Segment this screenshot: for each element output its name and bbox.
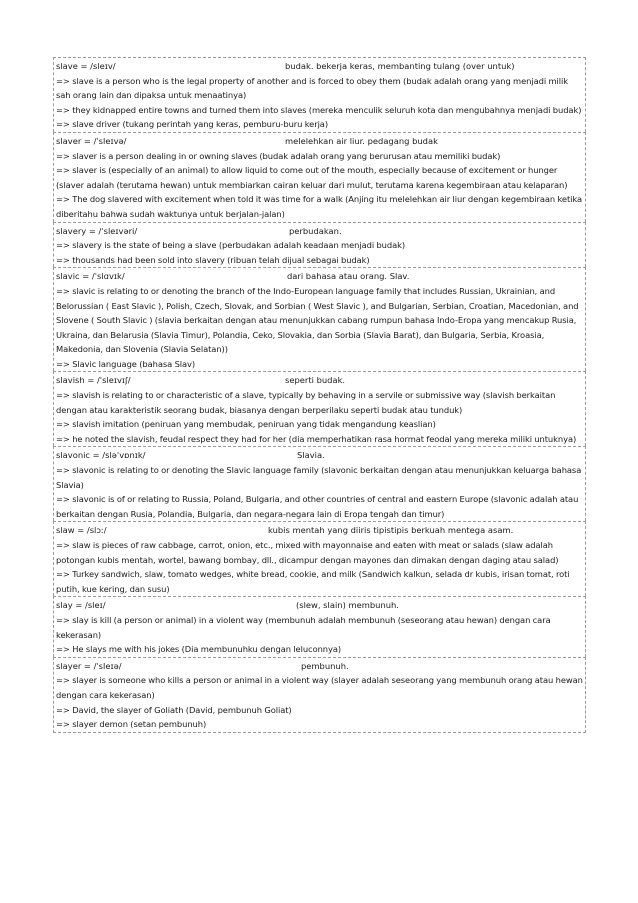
entry-headline xyxy=(56,523,583,538)
entry-slavic xyxy=(53,267,586,371)
entry-meaning: melelehkan air liur. pedagang budak xyxy=(285,135,438,146)
entry-word: slavish = /ˈsleɪvɪʃ/ xyxy=(56,375,131,386)
entry-slavonic xyxy=(53,446,586,521)
entry-example: => slay is kill (a person or animal) in a violent way (membunuh adalah membunuh (seseorang atau hewan) dengan cara kekerasan) xyxy=(56,614,551,640)
entry-example: => slavish is relating to or characteristic of a slave, typically by behaving in a servile or submissive way (slavish berkaitan dengan atau karakteristik seorang budak, biasanya dengan berperilaku seperti budak atau tunduk) xyxy=(56,390,556,415)
entry-headline xyxy=(56,269,583,284)
entry-example: => slavonic is relating to or denoting the Slavic language family (slavonic berkaitan dengan atau menunjukkan keluarga bahasa Slavia) xyxy=(56,465,582,490)
entry-example: => slavish imitation (peniruan yang membudak, peniruan yang tidak mengandung keaslian) xyxy=(56,419,436,430)
entry-headline xyxy=(56,134,583,149)
entry-word: slavonic = /sləˈvɒnɪk/ xyxy=(56,450,146,461)
entry-meaning: seperti budak. xyxy=(285,375,346,386)
entry-headline xyxy=(56,59,583,74)
entry-word: slaver = /ˈsleɪvə/ xyxy=(56,135,127,146)
entry-example: => slaw is pieces of raw cabbage, carrot, onion, etc., mixed with mayonnaise and eaten with meat or salads (slaw adalah potongan kubis mentah, wortel, bawang bombay, dll., dicampur dengan mayones dan dimakan dengan daging atau salad) xyxy=(56,540,559,565)
entry-meaning: perbudakan. xyxy=(289,225,342,236)
entry-headline xyxy=(56,448,583,463)
entry-example: => The dog slavered with excitement when told it was time for a walk (Anjing itu melelehkan air liur dengan kegembiraan ketika diberitahu bahwa sudah waktunya untuk berjalan-jalan) xyxy=(56,194,583,219)
entry-example: => he noted the slavish, feudal respect they had for her (dia memperhatikan rasa hormat feodal yang mereka miliki untuknya) xyxy=(56,433,577,444)
entry-example: => slavic is relating to or denoting the branch of the Indo-European language family that includes Russian, Ukrainian, and Belorussian ( East Slavic ), Polish, Czech, Slovak, and Sorbian ( West Slavic ), and Bulgarian, Serbian, Croatian, Macedonian, and Slovene ( South Slavic ) (slavia berkaitan dengan atau menunjukkan cabang rumpun bahasa Indo-Eropa yang mencakup Rusia, Ukraina, dan Belarusia (Slavia Timur), Polandia, Ceko, Slovakia, dan Sorbia (Slavia Barat), dan Bulgaria, Serbia, Kroasia, Makedonia, dan Slovenia (Slavia Selatan)) xyxy=(56,285,579,355)
entry-headline xyxy=(56,598,583,613)
entry-slaver xyxy=(53,132,586,222)
entry-meaning: Slavia. xyxy=(297,450,325,461)
entry-example: => slave is a person who is the legal property of another and is forced to obey them (budak adalah orang yang menjadi milik sah orang lain dan dipaksa untuk menaatinya) xyxy=(56,75,568,101)
entry-word: slayer = /ˈsleɪə/ xyxy=(56,660,122,671)
entry-example: => slave driver (tukang perintah yang keras, pemburu-buru kerja) xyxy=(56,119,329,130)
entry-example: => slayer demon (setan pembunuh) xyxy=(56,719,207,730)
entry-example: => slavery is the state of being a slave (perbudakan adalah keadaan menjadi budak) xyxy=(56,240,406,251)
entry-slavery xyxy=(53,222,586,268)
entry-example: => Turkey sandwich, slaw, tomato wedges, white bread, cookie, and milk (Sandwich kalkun, selada dr kubis, irisan tomat, roti putih, kue kering, dan susu) xyxy=(56,569,570,594)
entry-slavish xyxy=(53,371,586,446)
entry-example: => He slays me with his jokes (Dia membunuhku dengan leluconnya) xyxy=(56,644,342,655)
entry-word: slavery = /ˈsleɪvəri/ xyxy=(56,225,138,236)
entry-example: => Slavic language (bahasa Slav) xyxy=(56,358,196,369)
entry-headline xyxy=(56,659,583,674)
entry-word: slave = /sleɪv/ xyxy=(56,61,116,71)
entry-word: slaw = /slɔː/ xyxy=(56,525,107,536)
dictionary-page xyxy=(53,57,586,733)
entry-example: => thousands had been sold into slavery (ribuan telah dijual sebagai budak) xyxy=(56,254,370,265)
entry-slaw xyxy=(53,521,586,596)
entry-example: => they kidnapped entire towns and turned them into slaves (mereka menculik seluruh kota dan mengubahnya menjadi budak) xyxy=(56,104,582,115)
entry-meaning: (slew, slain) membunuh. xyxy=(296,600,399,611)
entry-example: => slayer is someone who kills a person or animal in a violent way (slayer adalah seseorang yang membunuh orang atau hewan dengan cara kekerasan) xyxy=(56,675,583,700)
entry-example: => David, the slayer of Goliath (David, pembunuh Goliat) xyxy=(56,704,292,715)
entry-slave xyxy=(53,57,586,132)
entry-slay xyxy=(53,596,586,656)
entry-example: => slavonic is of or relating to Russia, Poland, Bulgaria, and other countries of central and eastern Europe (slavonic adalah atau berkaitan dengan Rusia, Polandia, Bulgaria, dan negara-negara lain di Eropa tengah dan timur) xyxy=(56,494,579,519)
entry-meaning: kubis mentah yang diiris tipistipis berkuah mentega asam. xyxy=(268,525,514,536)
entry-example: => slaver is a person dealing in or owning slaves (budak adalah orang yang berurusan atau memiliki budak) xyxy=(56,150,501,161)
entry-meaning: dari bahasa atau orang. Slav. xyxy=(287,271,410,282)
entry-word: slavic = /ˈslɑvɪk/ xyxy=(56,271,125,282)
entry-meaning: budak. bekerja keras, membanting tulang (over untuk) xyxy=(285,61,515,71)
entry-headline xyxy=(56,373,583,388)
entry-meaning: pembunuh. xyxy=(301,660,349,671)
entry-slayer xyxy=(53,657,586,733)
entry-word: slay = /sleɪ/ xyxy=(56,600,106,611)
entry-example: => slaver is (especially of an animal) to allow liquid to come out of the mouth, especially because of excitement or hunger (slaver adalah (terutama hewan) untuk membiarkan cairan keluar dari mulut, terutama karena kegembiraan atau kelaparan) xyxy=(56,165,568,190)
entry-headline xyxy=(56,224,583,239)
